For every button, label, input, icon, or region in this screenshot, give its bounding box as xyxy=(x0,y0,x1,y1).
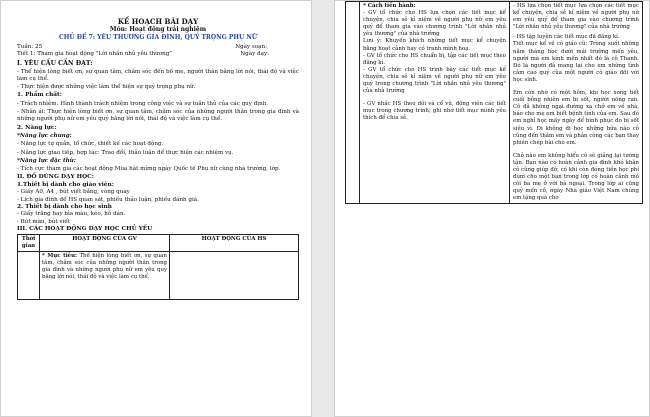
cell-teacher xyxy=(360,2,510,204)
cell-student xyxy=(510,2,643,204)
table-row xyxy=(346,2,643,204)
doc-topic: CHỦ ĐỀ 7: YÊU THƯƠNG GIA ĐÌNH, QUÝ TRỌNG PHỤ NỮ xyxy=(58,34,258,41)
section-2-p1: - Giấy A0, A4 , bút viết bảng, vòng quay xyxy=(17,189,130,196)
section-2-p4: - Bút màu, bút viết xyxy=(17,218,71,225)
section-1-p4: - Nhân ái: Thực hiện lòng biết ơn, sự quan tâm, chăm sóc của những người thân trong gia đình và những người phụ nữ em yêu quý bằng lời nói, thái độ và việc làm cụ thể. xyxy=(17,109,299,123)
section-1-p7: - Tích cực tham gia các hoạt động Mùa hát mừng ngày Quốc tế Phụ nữ cùng nhà trường, lớp. xyxy=(17,166,281,173)
section-2-p2: - Lịch gia đình để HS quan sát, phiếu thảo luận, phiếu đánh giá. xyxy=(17,196,199,203)
col-header-student: HOẠT ĐỘNG CỦA HS xyxy=(170,235,299,252)
section-1-heading: I. YÊU CẦU CẦN ĐẠT: xyxy=(17,59,93,67)
document-page-1 xyxy=(0,0,312,417)
gv-step-1: - GV tổ chức cho HS lựa chọn các tiết mục kể chuyện, chia sẻ kỉ niệm về người phụ nữ em yêu quý để tham gia vào chương trình "Lời nhắn nhủ yêu thương" của nhà trường xyxy=(363,10,506,38)
objective-label: * Mục tiêu: xyxy=(42,253,78,260)
section-2-p3: - Giấy trắng hay bìa màu, kéo, hồ dán. xyxy=(17,211,126,218)
procedure-heading: * Cách tiến hành: xyxy=(363,3,416,9)
section-2-sub2: 2. Thiết bị dành cho học sinh xyxy=(17,203,112,210)
col-header-teacher: HOẠT ĐỘNG CỦA GV xyxy=(40,235,170,252)
doc-title: KẾ HOẠCH BÀI DẠY xyxy=(117,17,199,26)
section-2-heading: II. ĐỒ DÙNG DẠY HỌC: xyxy=(17,174,94,181)
activity-table-continued xyxy=(345,1,643,204)
hs-story-2: Em còn nhớ có một hôm, khi học xong tiết cuối bỗng nhiên em bị sốt, người nóng ran. Cô đã không ngại đường xa chở em về nhà, báo cho mẹ em biết bệnh tình của em. Sau đó em nghỉ học mấy ngày để bình phục do bị sốt siêu vi. Đi không đi học những bữa nào cô cũng đến thăm em và phân công các bạn thay phiên chép bài cho em. xyxy=(513,90,639,146)
date-taught-label: Ngày dạy: xyxy=(240,51,269,58)
section-2-sub1: 1.Thiết bị dành cho giáo viên: xyxy=(17,181,114,188)
cell-teacher xyxy=(40,252,170,300)
gv-note: Lưu ý: Khuyến khích những tiết mục kể chuyện bằng hoạt cảnh hay có tranh minh hoạ. xyxy=(363,38,506,52)
section-3-heading: III. CÁC HOẠT ĐỘNG DẠY HỌC CHỦ YẾU xyxy=(17,225,153,232)
week-label: Tuần: 25 xyxy=(17,44,43,50)
section-1-sub2a: *Năng lực chung: xyxy=(17,133,72,140)
section-1-p3: - Trách nhiệm: Hình thành trách nhiệm trong công việc và sự tuân thủ của các quy định. xyxy=(17,101,269,108)
activity-table xyxy=(17,234,299,300)
cell-time xyxy=(346,2,360,204)
gv-step-2: - GV tổ chức cho HS chuẩn bị, tập các tiết mục theo đăng kí. xyxy=(363,52,506,66)
lesson-title: Tiết 1: Tham gia hoạt động "Lời nhắn nhủ yêu thương" xyxy=(17,51,172,58)
hs-story-3: Chỗ nào em không hiểu cô sẽ giảng lại tường tận. Bạn nào có hoàn cảnh gia đình khó khăn cô cũng giúp đỡ, có khi còn đóng tiền học phí dùm cho một bạn trong lớp có hoàn cảnh mồ côi ba mẹ ở với bà ngoại. Trong lớp ai cũng quý mến cô, ngày Nhà giáo Việt Nam chúng em tặng quà cho xyxy=(513,152,639,202)
table-row xyxy=(18,252,299,300)
gv-step-4: - GV nhắc HS theo dõi và cổ vũ, động viên các tiết mục trong chương trình; ghi nhớ tiết mục mình yêu thích để chia sẻ. xyxy=(363,101,506,122)
hs-story-1: Tiết mục kể về cô giáo cũ: Trong suốt những năm tháng học dưới mái trường mến yêu, người mà em kính mến nhất đó là cô Thanh. Đó là người đã mang lại cho em những tình cảm cao quý của một người cô giáo đối với học sinh. xyxy=(513,41,639,83)
section-1-p1: - Thể hiện lòng biết ơn, sự quan tâm, chăm sóc đến bố mẹ, người thân bằng lời nói, thái độ và việc làm cụ thể. xyxy=(17,68,299,83)
cell-student xyxy=(170,252,299,300)
gv-step-3: - GV tổ chức cho HS trình bày các tiết mục kể chuyện, chia sẻ kỉ niệm về người phụ nữ em yêu quý trong chương trình "Lời nhắn nhủ yêu thương" của nhà trường xyxy=(363,66,506,95)
section-1-p6: - Năng lực giao tiếp, hợp tác: Trao đổi, thảo luận để thực hiện các nhiệm vụ. xyxy=(17,149,234,156)
section-1-sub1: 1. Phẩm chất: xyxy=(17,92,62,99)
col-header-time: Thời gian xyxy=(18,235,40,252)
table-header-row xyxy=(18,235,299,252)
section-1-p2: - Thực hiện được những việc làm thể hiện sự quý trọng phụ nữ. xyxy=(17,84,196,91)
hs-step-2: - HS tập luyện các tiết mục đã đăng kí. xyxy=(513,34,620,41)
section-1-sub2b: *Năng lực đặc thù: xyxy=(17,157,76,164)
doc-subject: Môn: Hoạt động trải nghiệm xyxy=(109,26,207,33)
lesson-row xyxy=(17,51,299,58)
section-1-p5: - Năng lực tự quản, tổ chức, thiết kế các hoạt động. xyxy=(17,141,164,148)
section-1-sub2: 2. Năng lực: xyxy=(17,124,57,131)
document-page-2 xyxy=(334,0,650,417)
objective-text: Thể hiện lòng biết ơn, sự quan tâm, chăm sóc của những người thân trong gia đình và những người phụ nữ em yêu quý bằng lời nói, thái độ và việc làm cụ thể. xyxy=(42,253,167,281)
hs-step-1: - HS lựa chọn tiết mục lựa chọn các tiết mục kể chuyện, chia sẻ kỉ niệm về người phụ nữ em yêu quý để tham gia vào chương trình "Lời nhắn nhủ yêu thương" của nhà trường xyxy=(513,3,639,31)
cell-time xyxy=(18,252,40,300)
date-prepared-label: Ngày soạn: xyxy=(235,44,267,50)
